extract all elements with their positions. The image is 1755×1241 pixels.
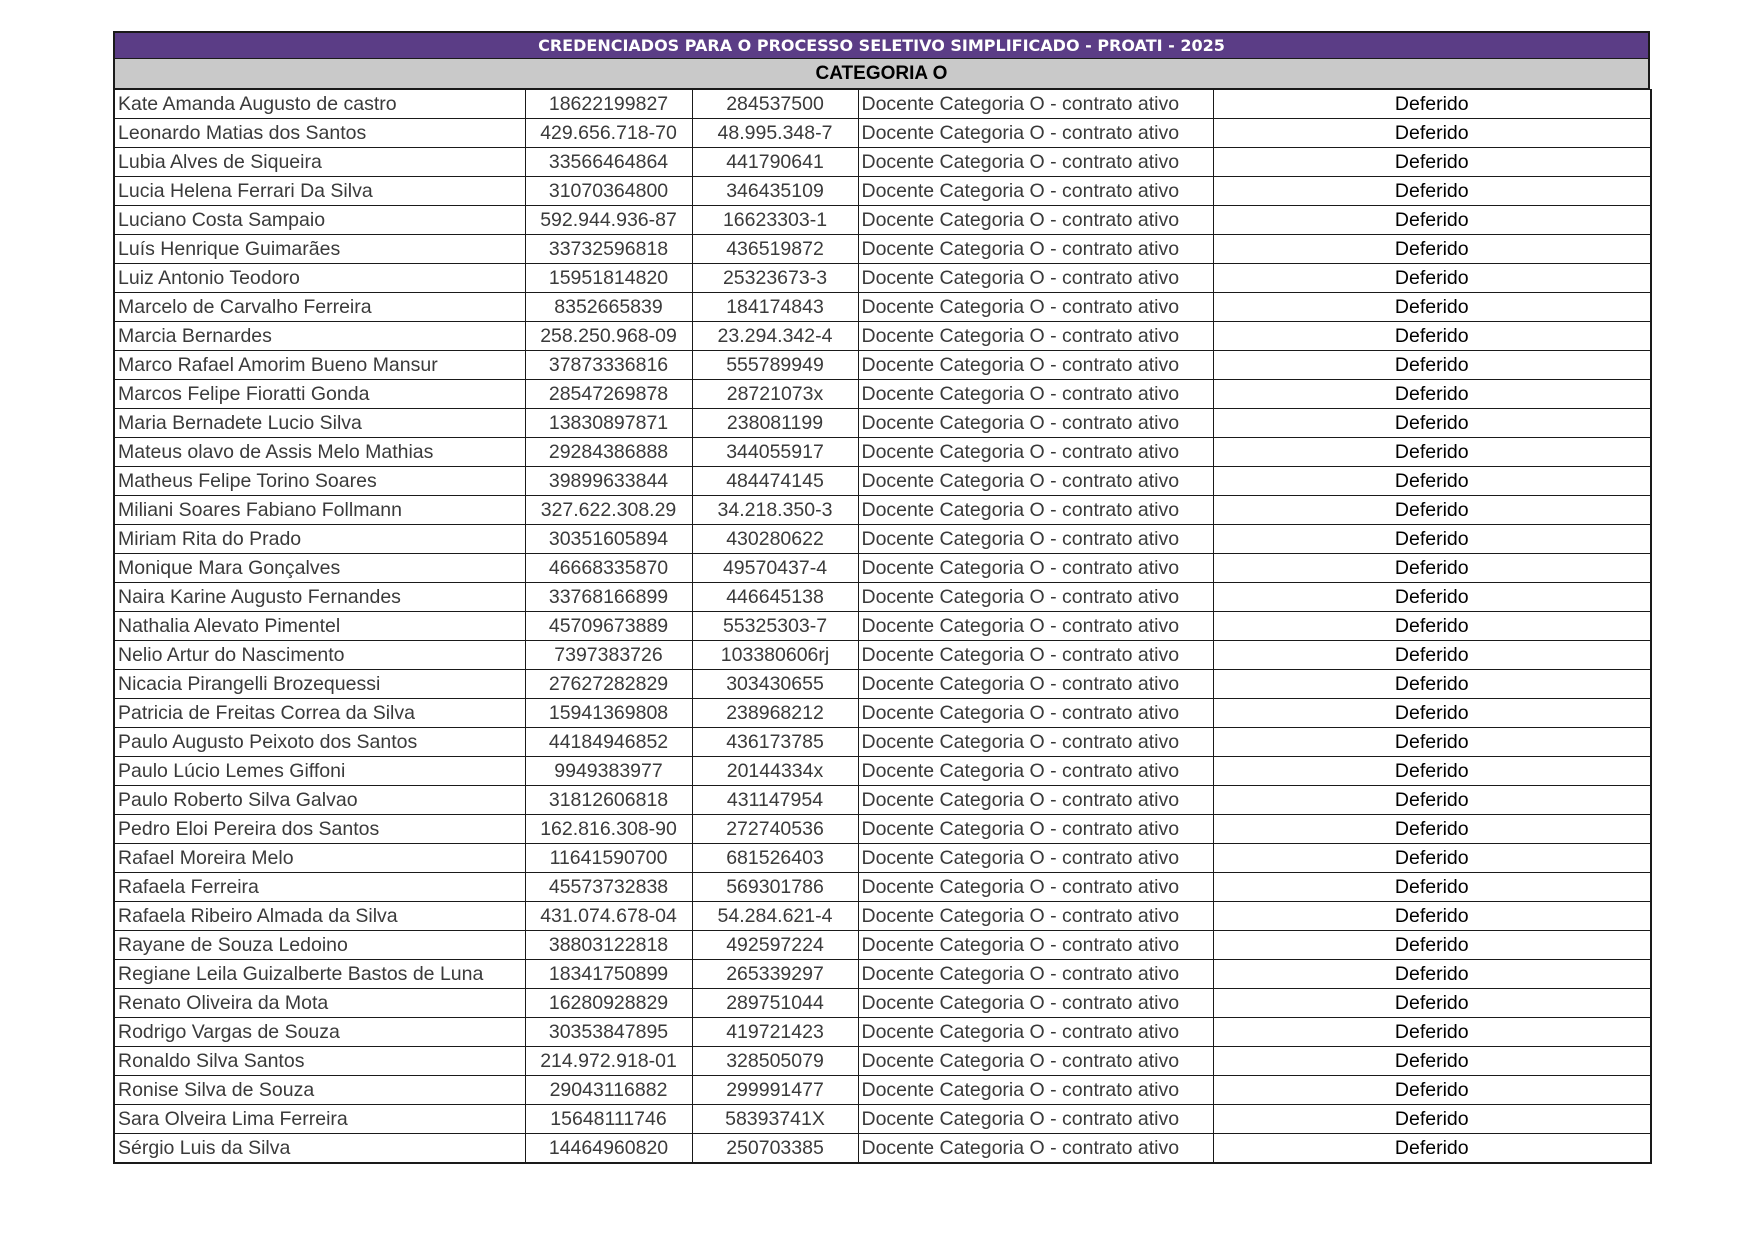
- candidate-name-cell: Paulo Lúcio Lemes Giffoni: [114, 757, 525, 786]
- rg-cell: 272740536: [692, 815, 858, 844]
- candidate-name-cell: Sara Olveira Lima Ferreira: [114, 1105, 525, 1134]
- category-description-cell: Docente Categoria O - contrato ativo: [858, 1105, 1213, 1134]
- status-cell: Deferido: [1213, 119, 1651, 148]
- table-row: [114, 148, 1651, 177]
- candidate-name-cell: Marcos Felipe Fioratti Gonda: [114, 380, 525, 409]
- cpf-cell: 258.250.968-09: [525, 322, 692, 351]
- cpf-cell: 16280928829: [525, 989, 692, 1018]
- category-description-cell: Docente Categoria O - contrato ativo: [858, 496, 1213, 525]
- cpf-cell: 31070364800: [525, 177, 692, 206]
- rg-cell: 54.284.621-4: [692, 902, 858, 931]
- status-cell: Deferido: [1213, 148, 1651, 177]
- status-cell: Deferido: [1213, 1076, 1651, 1105]
- status-cell: Deferido: [1213, 989, 1651, 1018]
- table-row: [114, 728, 1651, 757]
- status-cell: Deferido: [1213, 815, 1651, 844]
- rg-cell: 48.995.348-7: [692, 119, 858, 148]
- cpf-cell: 7397383726: [525, 641, 692, 670]
- category-description-cell: Docente Categoria O - contrato ativo: [858, 989, 1213, 1018]
- category-description-cell: Docente Categoria O - contrato ativo: [858, 757, 1213, 786]
- category-description-cell: Docente Categoria O - contrato ativo: [858, 641, 1213, 670]
- status-cell: Deferido: [1213, 525, 1651, 554]
- status-cell: Deferido: [1213, 902, 1651, 931]
- table-row: [114, 1134, 1651, 1164]
- cpf-cell: 28547269878: [525, 380, 692, 409]
- table-row: [114, 90, 1651, 119]
- rg-cell: 55325303-7: [692, 612, 858, 641]
- rg-cell: 303430655: [692, 670, 858, 699]
- rg-cell: 346435109: [692, 177, 858, 206]
- candidate-name-cell: Rafaela Ribeiro Almada da Silva: [114, 902, 525, 931]
- status-cell: Deferido: [1213, 699, 1651, 728]
- status-cell: Deferido: [1213, 931, 1651, 960]
- category-description-cell: Docente Categoria O - contrato ativo: [858, 815, 1213, 844]
- rg-cell: 492597224: [692, 931, 858, 960]
- status-cell: Deferido: [1213, 438, 1651, 467]
- status-cell: Deferido: [1213, 467, 1651, 496]
- rg-cell: 436519872: [692, 235, 858, 264]
- cpf-cell: 8352665839: [525, 293, 692, 322]
- table-row: [114, 206, 1651, 235]
- rg-cell: 284537500: [692, 90, 858, 119]
- rg-cell: 250703385: [692, 1134, 858, 1164]
- status-cell: Deferido: [1213, 409, 1651, 438]
- rg-cell: 16623303-1: [692, 206, 858, 235]
- cpf-cell: 18622199827: [525, 90, 692, 119]
- candidate-name-cell: Matheus Felipe Torino Soares: [114, 467, 525, 496]
- candidate-name-cell: Rayane de Souza Ledoino: [114, 931, 525, 960]
- table-row: [114, 322, 1651, 351]
- table-row: [114, 293, 1651, 322]
- cpf-cell: 13830897871: [525, 409, 692, 438]
- candidate-name-cell: Miriam Rita do Prado: [114, 525, 525, 554]
- category-description-cell: Docente Categoria O - contrato ativo: [858, 380, 1213, 409]
- candidate-name-cell: Mateus olavo de Assis Melo Mathias: [114, 438, 525, 467]
- status-cell: Deferido: [1213, 496, 1651, 525]
- status-cell: Deferido: [1213, 90, 1651, 119]
- category-description-cell: Docente Categoria O - contrato ativo: [858, 1047, 1213, 1076]
- cpf-cell: 30353847895: [525, 1018, 692, 1047]
- candidate-name-cell: Sérgio Luis da Silva: [114, 1134, 525, 1164]
- candidate-name-cell: Nicacia Pirangelli Brozequessi: [114, 670, 525, 699]
- candidate-name-cell: Leonardo Matias dos Santos: [114, 119, 525, 148]
- table-row: [114, 902, 1651, 931]
- status-cell: Deferido: [1213, 612, 1651, 641]
- status-cell: Deferido: [1213, 293, 1651, 322]
- status-cell: Deferido: [1213, 641, 1651, 670]
- rg-cell: 431147954: [692, 786, 858, 815]
- table-row: [114, 786, 1651, 815]
- table-row: [114, 699, 1651, 728]
- cpf-cell: 429.656.718-70: [525, 119, 692, 148]
- table-row: [114, 931, 1651, 960]
- cpf-cell: 30351605894: [525, 525, 692, 554]
- category-description-cell: Docente Categoria O - contrato ativo: [858, 583, 1213, 612]
- cpf-cell: 45573732838: [525, 873, 692, 902]
- category-description-cell: Docente Categoria O - contrato ativo: [858, 409, 1213, 438]
- candidate-name-cell: Paulo Augusto Peixoto dos Santos: [114, 728, 525, 757]
- candidate-name-cell: Rodrigo Vargas de Souza: [114, 1018, 525, 1047]
- rg-cell: 34.218.350-3: [692, 496, 858, 525]
- status-cell: Deferido: [1213, 351, 1651, 380]
- category-description-cell: Docente Categoria O - contrato ativo: [858, 264, 1213, 293]
- table-row: [114, 815, 1651, 844]
- candidate-name-cell: Luís Henrique Guimarães: [114, 235, 525, 264]
- category-description-cell: Docente Categoria O - contrato ativo: [858, 1076, 1213, 1105]
- rg-cell: 184174843: [692, 293, 858, 322]
- status-cell: Deferido: [1213, 235, 1651, 264]
- table-row: [114, 641, 1651, 670]
- cpf-cell: 31812606818: [525, 786, 692, 815]
- document-title: CREDENCIADOS PARA O PROCESSO SELETIVO SIMPLIFICADO - PROATI - 2025: [113, 31, 1650, 59]
- status-cell: Deferido: [1213, 844, 1651, 873]
- table-row: [114, 612, 1651, 641]
- table-row: [114, 844, 1651, 873]
- category-heading: CATEGORIA O: [113, 59, 1650, 89]
- rg-cell: 28721073x: [692, 380, 858, 409]
- table-row: [114, 525, 1651, 554]
- cpf-cell: 162.816.308-90: [525, 815, 692, 844]
- rg-cell: 681526403: [692, 844, 858, 873]
- cpf-cell: 29284386888: [525, 438, 692, 467]
- candidate-name-cell: Pedro Eloi Pereira dos Santos: [114, 815, 525, 844]
- rg-cell: 446645138: [692, 583, 858, 612]
- cpf-cell: 327.622.308.29: [525, 496, 692, 525]
- candidate-name-cell: Rafaela Ferreira: [114, 873, 525, 902]
- cpf-cell: 39899633844: [525, 467, 692, 496]
- candidate-name-cell: Kate Amanda Augusto de castro: [114, 90, 525, 119]
- table-row: [114, 467, 1651, 496]
- rg-cell: 25323673-3: [692, 264, 858, 293]
- rg-cell: 555789949: [692, 351, 858, 380]
- category-description-cell: Docente Categoria O - contrato ativo: [858, 1134, 1213, 1164]
- table-row: [114, 351, 1651, 380]
- rg-cell: 238968212: [692, 699, 858, 728]
- cpf-cell: 18341750899: [525, 960, 692, 989]
- cpf-cell: 15648111746: [525, 1105, 692, 1134]
- status-cell: Deferido: [1213, 322, 1651, 351]
- status-cell: Deferido: [1213, 728, 1651, 757]
- table-row: [114, 670, 1651, 699]
- rg-cell: 328505079: [692, 1047, 858, 1076]
- status-cell: Deferido: [1213, 380, 1651, 409]
- table-row: [114, 264, 1651, 293]
- cpf-cell: 592.944.936-87: [525, 206, 692, 235]
- cpf-cell: 46668335870: [525, 554, 692, 583]
- category-description-cell: Docente Categoria O - contrato ativo: [858, 293, 1213, 322]
- candidate-name-cell: Marco Rafael Amorim Bueno Mansur: [114, 351, 525, 380]
- table-row: [114, 438, 1651, 467]
- cpf-cell: 14464960820: [525, 1134, 692, 1164]
- cpf-cell: 15941369808: [525, 699, 692, 728]
- category-description-cell: Docente Categoria O - contrato ativo: [858, 554, 1213, 583]
- table-row: [114, 757, 1651, 786]
- rg-cell: 23.294.342-4: [692, 322, 858, 351]
- status-cell: Deferido: [1213, 786, 1651, 815]
- candidate-name-cell: Nathalia Alevato Pimentel: [114, 612, 525, 641]
- candidate-name-cell: Lubia Alves de Siqueira: [114, 148, 525, 177]
- cpf-cell: 29043116882: [525, 1076, 692, 1105]
- cpf-cell: 431.074.678-04: [525, 902, 692, 931]
- category-description-cell: Docente Categoria O - contrato ativo: [858, 728, 1213, 757]
- candidate-name-cell: Renato Oliveira da Mota: [114, 989, 525, 1018]
- candidate-name-cell: Patricia de Freitas Correa da Silva: [114, 699, 525, 728]
- candidate-name-cell: Naira Karine Augusto Fernandes: [114, 583, 525, 612]
- status-cell: Deferido: [1213, 1018, 1651, 1047]
- candidate-name-cell: Marcia Bernardes: [114, 322, 525, 351]
- rg-cell: 58393741X: [692, 1105, 858, 1134]
- rg-cell: 419721423: [692, 1018, 858, 1047]
- category-description-cell: Docente Categoria O - contrato ativo: [858, 931, 1213, 960]
- category-description-cell: Docente Categoria O - contrato ativo: [858, 119, 1213, 148]
- rg-cell: 299991477: [692, 1076, 858, 1105]
- category-description-cell: Docente Categoria O - contrato ativo: [858, 670, 1213, 699]
- rg-cell: 103380606rj: [692, 641, 858, 670]
- cpf-cell: 33732596818: [525, 235, 692, 264]
- rg-cell: 289751044: [692, 989, 858, 1018]
- status-cell: Deferido: [1213, 873, 1651, 902]
- category-description-cell: Docente Categoria O - contrato ativo: [858, 235, 1213, 264]
- candidate-name-cell: Rafael Moreira Melo: [114, 844, 525, 873]
- candidate-name-cell: Miliani Soares Fabiano Follmann: [114, 496, 525, 525]
- category-description-cell: Docente Categoria O - contrato ativo: [858, 206, 1213, 235]
- category-description-cell: Docente Categoria O - contrato ativo: [858, 351, 1213, 380]
- candidate-name-cell: Monique Mara Gonçalves: [114, 554, 525, 583]
- status-cell: Deferido: [1213, 583, 1651, 612]
- candidate-name-cell: Ronaldo Silva Santos: [114, 1047, 525, 1076]
- status-cell: Deferido: [1213, 264, 1651, 293]
- table-row: [114, 1047, 1651, 1076]
- credentialed-table: [113, 89, 1652, 1164]
- table-row: [114, 1105, 1651, 1134]
- cpf-cell: 37873336816: [525, 351, 692, 380]
- category-description-cell: Docente Categoria O - contrato ativo: [858, 873, 1213, 902]
- candidate-name-cell: Nelio Artur do Nascimento: [114, 641, 525, 670]
- cpf-cell: 9949383977: [525, 757, 692, 786]
- table-row: [114, 960, 1651, 989]
- category-description-cell: Docente Categoria O - contrato ativo: [858, 786, 1213, 815]
- table-row: [114, 873, 1651, 902]
- table-row: [114, 119, 1651, 148]
- rg-cell: 569301786: [692, 873, 858, 902]
- cpf-cell: 45709673889: [525, 612, 692, 641]
- cpf-cell: 27627282829: [525, 670, 692, 699]
- candidate-name-cell: Maria Bernadete Lucio Silva: [114, 409, 525, 438]
- table-row: [114, 496, 1651, 525]
- table-body: [114, 90, 1651, 1164]
- table-row: [114, 1076, 1651, 1105]
- rg-cell: 49570437-4: [692, 554, 858, 583]
- category-description-cell: Docente Categoria O - contrato ativo: [858, 322, 1213, 351]
- status-cell: Deferido: [1213, 670, 1651, 699]
- category-description-cell: Docente Categoria O - contrato ativo: [858, 612, 1213, 641]
- status-cell: Deferido: [1213, 177, 1651, 206]
- category-description-cell: Docente Categoria O - contrato ativo: [858, 90, 1213, 119]
- cpf-cell: 214.972.918-01: [525, 1047, 692, 1076]
- cpf-cell: 33566464864: [525, 148, 692, 177]
- category-description-cell: Docente Categoria O - contrato ativo: [858, 699, 1213, 728]
- status-cell: Deferido: [1213, 1105, 1651, 1134]
- table-row: [114, 380, 1651, 409]
- candidate-name-cell: Marcelo de Carvalho Ferreira: [114, 293, 525, 322]
- status-cell: Deferido: [1213, 960, 1651, 989]
- rg-cell: 344055917: [692, 438, 858, 467]
- status-cell: Deferido: [1213, 757, 1651, 786]
- table-row: [114, 554, 1651, 583]
- category-description-cell: Docente Categoria O - contrato ativo: [858, 1018, 1213, 1047]
- rg-cell: 484474145: [692, 467, 858, 496]
- category-description-cell: Docente Categoria O - contrato ativo: [858, 525, 1213, 554]
- table-row: [114, 583, 1651, 612]
- status-cell: Deferido: [1213, 206, 1651, 235]
- table-row: [114, 177, 1651, 206]
- rg-cell: 265339297: [692, 960, 858, 989]
- candidate-name-cell: Regiane Leila Guizalberte Bastos de Luna: [114, 960, 525, 989]
- candidate-name-cell: Luiz Antonio Teodoro: [114, 264, 525, 293]
- cpf-cell: 33768166899: [525, 583, 692, 612]
- status-cell: Deferido: [1213, 554, 1651, 583]
- category-description-cell: Docente Categoria O - contrato ativo: [858, 467, 1213, 496]
- rg-cell: 238081199: [692, 409, 858, 438]
- credentialed-list-sheet: [113, 31, 1650, 1164]
- candidate-name-cell: Ronise Silva de Souza: [114, 1076, 525, 1105]
- table-row: [114, 1018, 1651, 1047]
- rg-cell: 430280622: [692, 525, 858, 554]
- rg-cell: 441790641: [692, 148, 858, 177]
- category-description-cell: Docente Categoria O - contrato ativo: [858, 960, 1213, 989]
- cpf-cell: 15951814820: [525, 264, 692, 293]
- status-cell: Deferido: [1213, 1047, 1651, 1076]
- rg-cell: 436173785: [692, 728, 858, 757]
- status-cell: Deferido: [1213, 1134, 1651, 1164]
- category-description-cell: Docente Categoria O - contrato ativo: [858, 177, 1213, 206]
- category-description-cell: Docente Categoria O - contrato ativo: [858, 902, 1213, 931]
- cpf-cell: 38803122818: [525, 931, 692, 960]
- table-row: [114, 235, 1651, 264]
- candidate-name-cell: Paulo Roberto Silva Galvao: [114, 786, 525, 815]
- category-description-cell: Docente Categoria O - contrato ativo: [858, 438, 1213, 467]
- candidate-name-cell: Lucia Helena Ferrari Da Silva: [114, 177, 525, 206]
- candidate-name-cell: Luciano Costa Sampaio: [114, 206, 525, 235]
- category-description-cell: Docente Categoria O - contrato ativo: [858, 844, 1213, 873]
- cpf-cell: 44184946852: [525, 728, 692, 757]
- rg-cell: 20144334x: [692, 757, 858, 786]
- cpf-cell: 11641590700: [525, 844, 692, 873]
- category-description-cell: Docente Categoria O - contrato ativo: [858, 148, 1213, 177]
- table-row: [114, 409, 1651, 438]
- table-row: [114, 989, 1651, 1018]
